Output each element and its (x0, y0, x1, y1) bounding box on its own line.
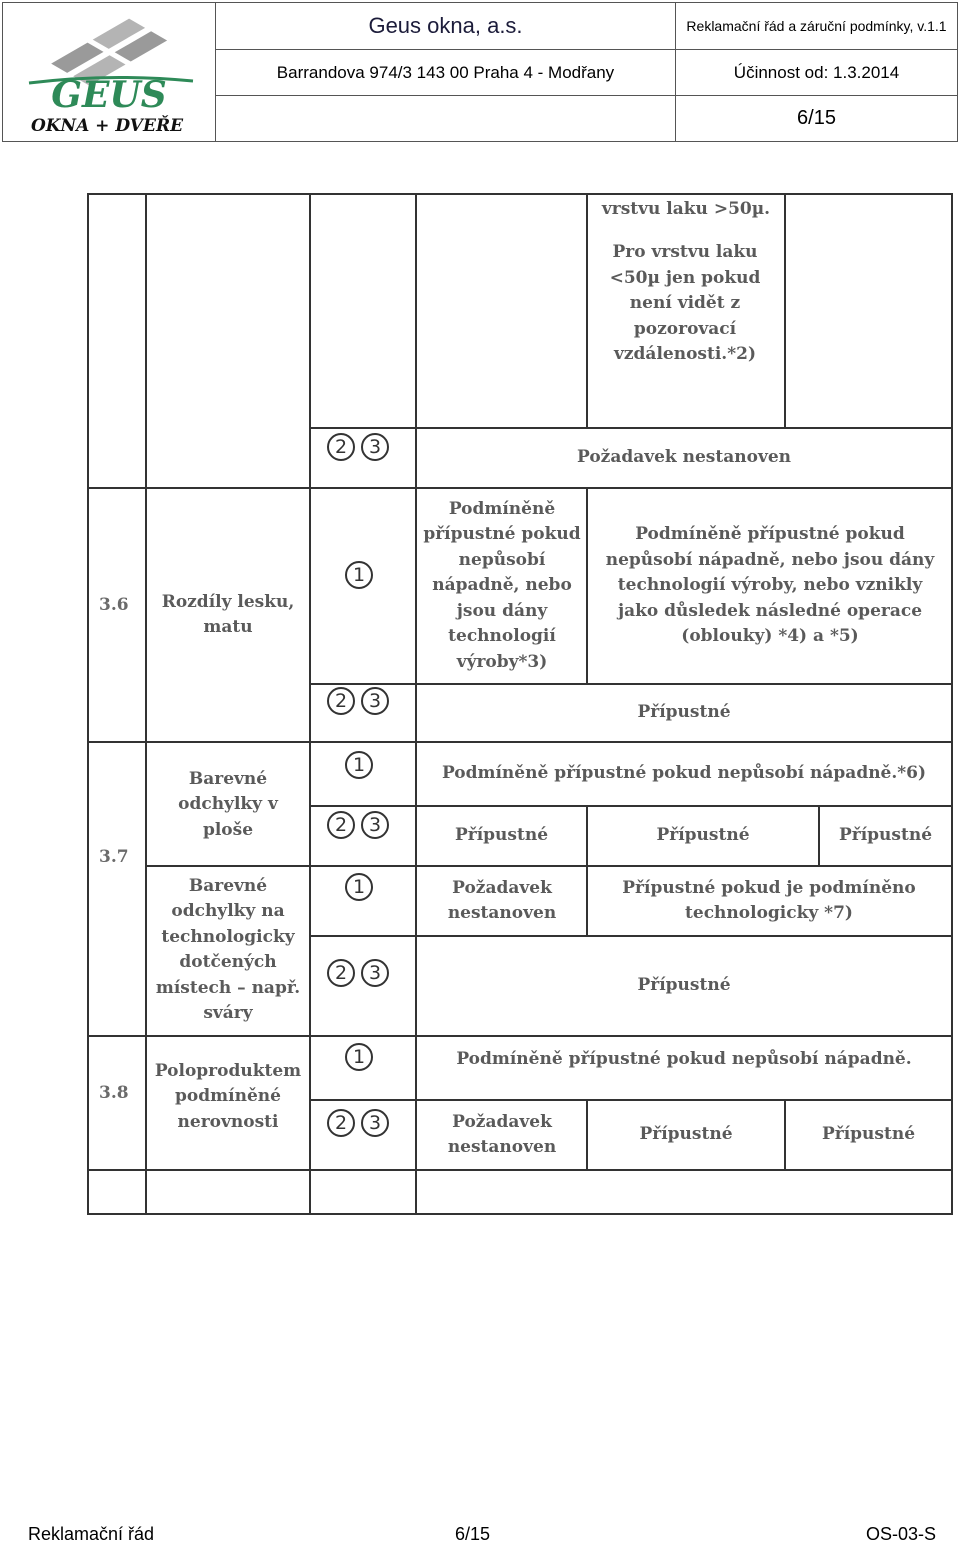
row-3-7-b-category-2-3 (327, 959, 389, 987)
row-3-7-name-b: Barevné odchylky na technologicky dotčených místech – např. sváry (155, 875, 301, 1023)
row-3-8-category-2-3 (327, 1109, 389, 1137)
row-3-7-b-cat1-b: Přípustné pokud je podmíněno technologicky *7) (622, 877, 916, 923)
category-1-marker: 1 (345, 873, 373, 901)
row-3-6-category-2-3 (327, 687, 389, 715)
row-3-6-cat1-b: Podmíněně přípustné pokud nepůsobí nápadně, nebo jsou dány technologií výroby, nebo vznikly jako důsledek následné operace (oblouky) *4) a *5) (605, 524, 935, 647)
lacquer-thin-text: Pro vrstvu laku <50µ jen pokud není vidět z pozorovací vzdálenosti.*2) (609, 242, 761, 365)
row-3-8-cat23-3: Přípustné (821, 1124, 916, 1145)
row-3-8-cat23-2: Přípustné (639, 1124, 733, 1145)
row-3-8-category-1 (345, 1043, 373, 1071)
category-1-marker: 1 (345, 1043, 373, 1071)
category-3-marker: 3 (361, 433, 389, 461)
row-3-8-name: Poloproduktem podmíněné nerovnosti (154, 1060, 302, 1132)
logo-wordmark: GEUS (51, 74, 167, 116)
lacquer-layer-text: vrstvu laku >50µ. (601, 199, 771, 220)
category-2-marker: 2 (327, 433, 355, 461)
row-3-7-a-category-1 (345, 751, 373, 779)
row-3-7-a-category-2-3 (327, 811, 389, 839)
category-3-marker: 3 (361, 811, 389, 839)
category-2-marker: 2 (327, 1109, 355, 1137)
row-number-3-7: 3.7 (99, 847, 129, 867)
row-3-8-cat1: Podmíněně přípustné pokud nepůsobí nápadně. (456, 1049, 912, 1070)
page-header (2, 2, 958, 142)
category-3-marker: 3 (361, 1109, 389, 1137)
row-number-3-6: 3.6 (99, 595, 129, 615)
company-address: Barrandova 974/3 143 00 Praha 4 - Modřany (276, 62, 615, 82)
row-3-6-name: Rozdíly lesku, matu (161, 591, 295, 637)
top-cat23-requirement: Požadavek nestanoven (577, 447, 791, 468)
company-logo (3, 3, 215, 141)
category-1-marker: 1 (345, 561, 373, 589)
category-2-marker: 2 (327, 687, 355, 715)
category-2-marker: 2 (327, 811, 355, 839)
row-3-7-a-cat23-1: Přípustné (454, 825, 549, 846)
row-3-7-b-category-1 (345, 873, 373, 901)
logo-subtext: OKNA + DVEŘE (30, 116, 184, 136)
row-3-7-name-a: Barevné odchylky v ploše (178, 768, 278, 840)
effective-date: Účinnost od: 1.3.2014 (733, 62, 900, 82)
category-3-marker: 3 (361, 959, 389, 987)
company-name: Geus okna, a.s. (368, 13, 523, 38)
row-3-7-b-cat23: Přípustné (637, 975, 731, 996)
row-3-7-a-cat23-3: Přípustné (838, 825, 933, 846)
row-3-6-cat23: Přípustné (637, 702, 731, 723)
category-2-3-markers (327, 433, 389, 461)
defects-table (87, 193, 953, 1215)
header-page-number: 6/15 (797, 107, 836, 129)
footer-doc-code: OS-03-S (866, 1524, 937, 1544)
category-2-marker: 2 (327, 959, 355, 987)
row-3-8-cat23-1: Požadavek nestanoven (447, 1111, 557, 1157)
footer-title: Reklamační řád (28, 1524, 155, 1544)
row-3-6-cat1-a: Podmíněně přípustné pokud nepůsobí nápadně, nebo jsou dány technologií výroby*3) (423, 498, 581, 672)
row-3-7-a-cat1: Podmíněně přípustné pokud nepůsobí nápadně.*6) (441, 763, 927, 784)
row-number-3-8: 3.8 (99, 1083, 129, 1103)
category-3-marker: 3 (361, 687, 389, 715)
footer-page-number: 6/15 (455, 1524, 491, 1544)
row-3-7-b-cat1-a: Požadavek nestanoven (447, 877, 557, 923)
category-1-marker: 1 (345, 751, 373, 779)
row-3-7-a-cat23-2: Přípustné (656, 825, 750, 846)
document-title: Reklamační řád a záruční podmínky, v.1.1 (686, 18, 947, 34)
row-3-6-category-1 (345, 561, 373, 589)
